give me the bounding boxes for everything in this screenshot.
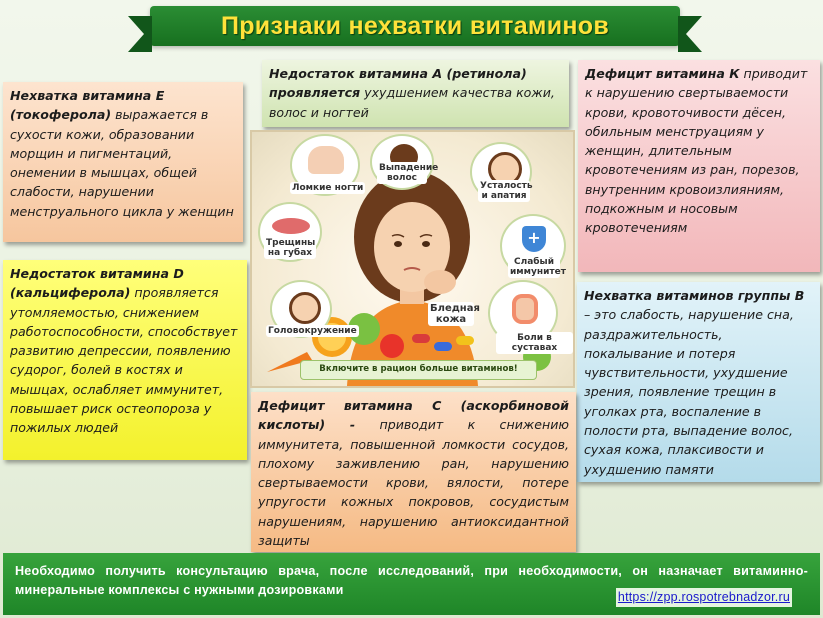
vitamin-c-lead: Дефицит витамина С (аскорбиновой кислоты) - — [258, 398, 569, 433]
vitamin-d-lead: Недостаток витамина D (кальциферола) — [10, 266, 184, 301]
vitamin-b-card — [577, 282, 820, 482]
label-joints: Боли в суставах — [496, 332, 573, 354]
label-nails: Ломкие ногти — [292, 183, 364, 193]
symptoms-illustration — [250, 130, 575, 388]
website-link[interactable]: https://zpp.rospotrebnadzor.ru — [616, 588, 792, 607]
footer-banner — [3, 553, 820, 615]
label-pale: Бледная кожа — [430, 303, 480, 325]
label-lips: Трещины на губах — [266, 238, 316, 258]
vitamin-a-card — [262, 60, 569, 127]
page-title: Признаки нехватки витаминов — [220, 11, 610, 40]
vitamin-e-card — [3, 82, 243, 242]
slogan-banner: Включите в рацион больше витаминов! — [300, 360, 537, 380]
vitamin-k-lead: Дефицит витамина К — [585, 66, 740, 81]
vitamin-d-card — [3, 260, 247, 460]
footer-text: Необходимо получить консультацию врача, после исследований, при необходимости, он назначает витаминно-минеральные комплексы с нужными дозировками — [15, 564, 808, 597]
vitamin-c-card — [251, 392, 576, 552]
vitamin-a-text: ухудшением качества кожи, волос и ногтей — [269, 85, 555, 120]
vitamin-d-text: проявляется утомляемостью, снижением работоспособности, способствует развитию депрессии, появлению судорог, болей в костях и мышцах, ослабляет иммунитет, повышает риск остеопороза у пожилых людей — [10, 285, 238, 436]
label-fatigue: Усталость и апатия — [480, 181, 533, 201]
label-immunity: Слабый иммунитет — [510, 257, 566, 277]
vitamin-b-lead: Нехватка витаминов группы В — [584, 288, 805, 303]
vitamin-k-card — [578, 60, 820, 272]
vitamin-b-text: – это слабость, нарушение сна, раздражительность, покалывание и потеря чувствительности, ухудшение зрения, появление трещин в уголках рта, воспаление в полости рта, выпадение волос, сухая кожа, плаксивости и ухудшению памяти — [584, 307, 794, 477]
label-hair: Выпадение волос — [379, 163, 439, 183]
vitamin-a-lead: Недостаток витамина А (ретинола) проявляется — [269, 66, 527, 101]
vitamin-e-text: выражается в сухости кожи, образовании морщин и пигментаций, онемении в мышцах, общей слабости, нарушении менструального цикла у женщин — [10, 107, 234, 219]
vitamin-k-text: приводит к нарушению свертываемости крови, кровоточивости дёсен, обильным менструациям у женщин, длительным кровотечениям из ран, порезов, внутренним кровоизлияниям, подкожным и носовым кровотечениям — [585, 66, 808, 236]
vitamin-c-text: приводит к снижению иммунитета, повышенной ломкости сосудов, плохому заживлению ран, нарушению свертываемости крови, вялости, потере упругости кожных покровов, сосудистым нарушениям, нарушению антиоксидантной защиты — [258, 417, 569, 549]
vitamin-e-lead: Нехватка витамина Е (токоферола) — [10, 88, 165, 123]
title-banner — [150, 6, 680, 46]
immunity-bubble: + — [500, 214, 566, 278]
label-dizzy: Головокружение — [268, 326, 357, 336]
